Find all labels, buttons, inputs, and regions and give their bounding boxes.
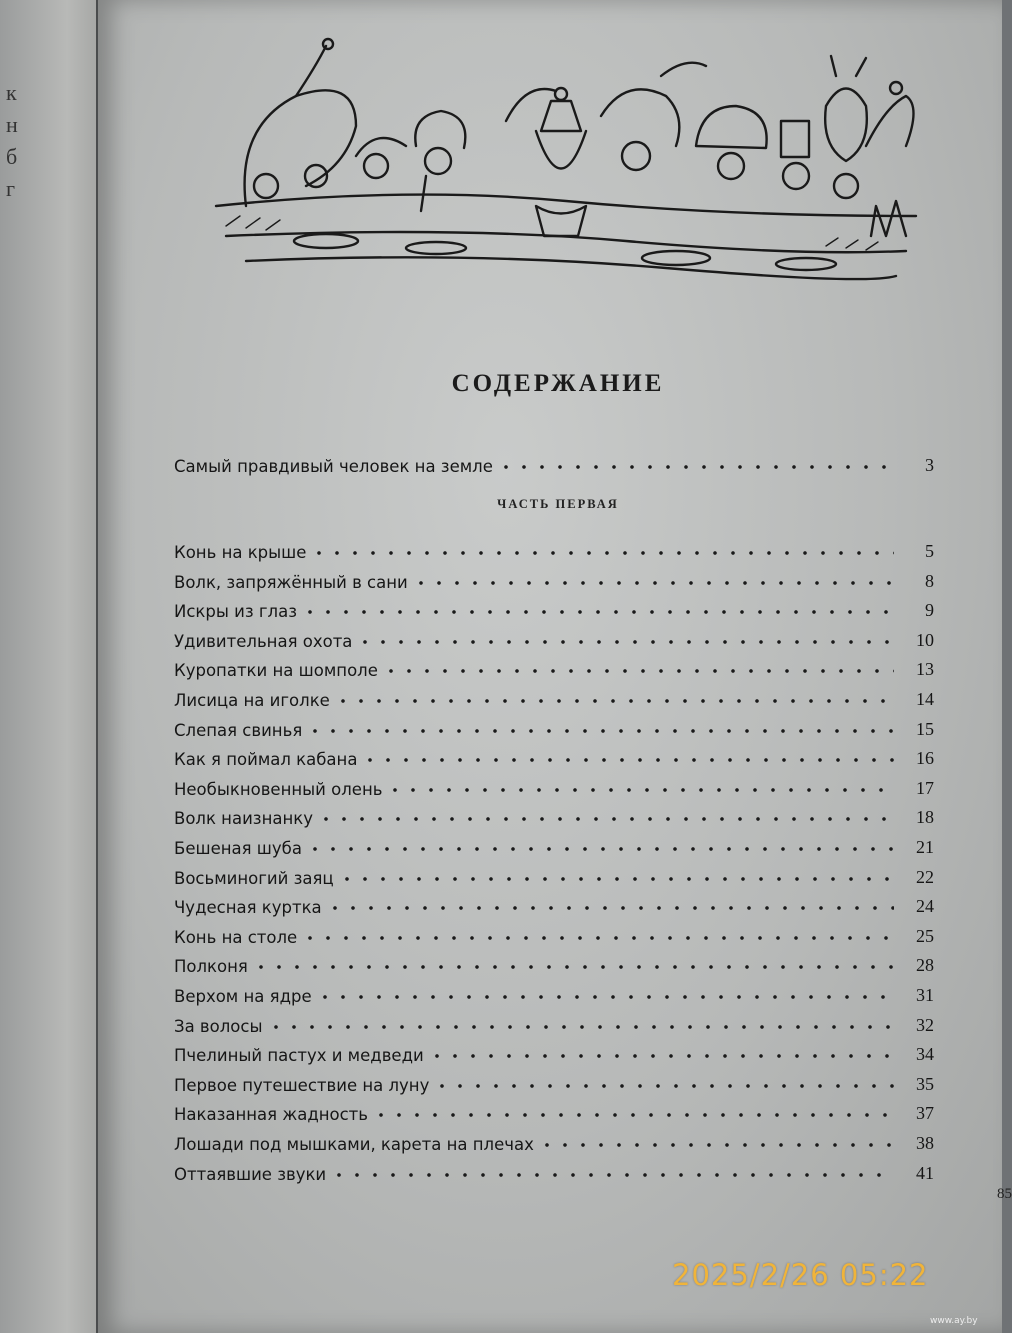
left-page-fragment: к (6, 80, 17, 105)
toc-entry-page: 5 (925, 541, 934, 561)
toc-entry-page: 35 (916, 1073, 934, 1094)
toc-entry-title: Лошади под мышками, карета на плечах (174, 1135, 534, 1154)
toc-entry-page: 31 (916, 985, 934, 1005)
toc-entry-page: 18 (916, 807, 934, 828)
left-page-fragment: б (6, 144, 18, 169)
toc-entry (174, 650, 934, 680)
toc-entry-page: 14 (916, 689, 934, 709)
toc-entry-page: 10 (916, 629, 934, 650)
toc-leader-dots (330, 1171, 894, 1179)
left-page-fragment: н (6, 112, 18, 137)
toc-entry (174, 946, 934, 976)
toc-leader-dots (497, 463, 894, 471)
toc-entry (174, 532, 934, 562)
toc-leader-dots (334, 697, 894, 705)
toc-entry-title: Самый правдивый человек на земле (174, 457, 493, 476)
toc-entry (174, 1124, 934, 1154)
toc-entry (174, 1094, 934, 1124)
toc-entry-title: Необыкновенный олень (174, 779, 383, 799)
toc-entry-title: Первое путешествие на луну (174, 1075, 430, 1095)
toc-leader-dots (433, 1082, 894, 1090)
toc-entry-title: Полконя (174, 957, 248, 977)
feast-illustration (206, 36, 926, 296)
toc-entry (174, 828, 934, 858)
toc-leader-dots (338, 875, 894, 883)
toc-entry-page: 41 (916, 1162, 934, 1183)
toc-entry (174, 562, 934, 592)
toc-entry (174, 976, 934, 1006)
toc-entry (174, 591, 934, 621)
toc-entry (174, 1006, 934, 1036)
toc-entry-page: 32 (916, 1014, 934, 1035)
toc-entry-intro (174, 446, 934, 476)
toc-entry-title: Искры из глаз (174, 602, 297, 622)
toc-leader-dots (301, 934, 894, 942)
toc-entry-title: Чудесная куртка (174, 898, 322, 918)
toc-entry (174, 1065, 934, 1095)
toc-entry-page: 17 (916, 777, 934, 798)
toc-entry (174, 621, 934, 651)
toc-leader-dots (386, 786, 894, 794)
toc-entry-title: Оттаявшие звуки (174, 1164, 327, 1184)
toc-leader-dots (412, 579, 894, 587)
toc-leader-dots (301, 608, 894, 616)
left-page-fragment: г (6, 176, 16, 201)
toc-entry-title: Волк, запряжённый в сани (174, 572, 408, 592)
toc-entry-page: 38 (916, 1133, 934, 1153)
left-page-edge (0, 0, 96, 1333)
toc-leader-dots (361, 756, 894, 764)
toc-leader-dots (306, 845, 894, 853)
toc-leader-dots (428, 1052, 894, 1060)
toc-leader-dots (326, 904, 894, 912)
toc-entry-title: Восьминогий заяц (174, 868, 334, 888)
toc-entry-page: 3 (925, 455, 934, 475)
toc-entry-title: Верхом на ядре (174, 987, 312, 1006)
toc-entry-title: Слепая свинья (174, 720, 303, 740)
toc-entry-title: Конь на столе (174, 927, 298, 947)
toc-leader-dots (310, 549, 894, 557)
contents-page (96, 0, 1012, 1333)
toc-entry-title: Как я поймал кабана (174, 750, 358, 770)
toc-leader-dots (306, 727, 894, 735)
toc-entry-title: Удивительная охота (174, 631, 353, 651)
toc-entry-page: 9 (925, 600, 934, 621)
photo-timestamp: 2025/2/26 05:22 (672, 1258, 929, 1292)
toc-entry-title: За волосы (174, 1016, 263, 1036)
toc-entry-page: 37 (916, 1103, 934, 1124)
toc-entry (174, 798, 934, 828)
toc-entry-title: Бешеная шуба (174, 839, 302, 858)
toc-entry (174, 858, 934, 888)
toc-entry-page: 25 (916, 925, 934, 946)
toc-leader-dots (316, 993, 894, 1001)
toc-entry-title: Волк наизнанку (174, 809, 313, 829)
toc-entry-page: 22 (916, 866, 934, 887)
toc-entry-page: 15 (916, 718, 934, 739)
toc-entry (174, 680, 934, 710)
contents-heading: СОДЕРЖАНИЕ (451, 370, 665, 397)
toc-entry-page: 28 (916, 955, 934, 976)
toc-entry-title: Конь на крыше (174, 543, 307, 562)
part-heading: ЧАСТЬ ПЕРВАЯ (497, 497, 619, 511)
toc-entry-page: 16 (916, 748, 934, 769)
toc-entry-title: Лисица на иголке (174, 691, 330, 710)
toc-leader-dots (317, 815, 894, 823)
toc-leader-dots (252, 963, 894, 971)
toc-entry (174, 739, 934, 769)
toc-entry-title: Пчелиный пастух и медведи (174, 1046, 424, 1066)
toc-leader-dots (356, 638, 894, 646)
page-number: 85 (997, 1186, 1012, 1202)
toc-entry (174, 710, 934, 740)
toc-entry (174, 1154, 934, 1184)
toc-entry (174, 917, 934, 947)
toc-entry (174, 887, 934, 917)
toc-entry (174, 769, 934, 799)
toc-entry-title: Наказанная жадность (174, 1105, 369, 1125)
toc-entry-page: 34 (916, 1044, 934, 1065)
toc-entry-page: 24 (916, 896, 934, 917)
toc-entry (174, 1035, 934, 1065)
toc-leader-dots (267, 1023, 895, 1031)
toc-entry-page: 21 (916, 837, 934, 857)
toc-entry-page: 8 (925, 570, 934, 591)
toc-leader-dots (382, 667, 894, 675)
toc-entry-page: 13 (916, 659, 934, 680)
toc-leader-dots (538, 1141, 894, 1149)
toc-leader-dots (372, 1111, 894, 1119)
toc-entry-title: Куропатки на шомполе (174, 661, 378, 681)
site-watermark: www.ay.by (930, 1316, 978, 1326)
